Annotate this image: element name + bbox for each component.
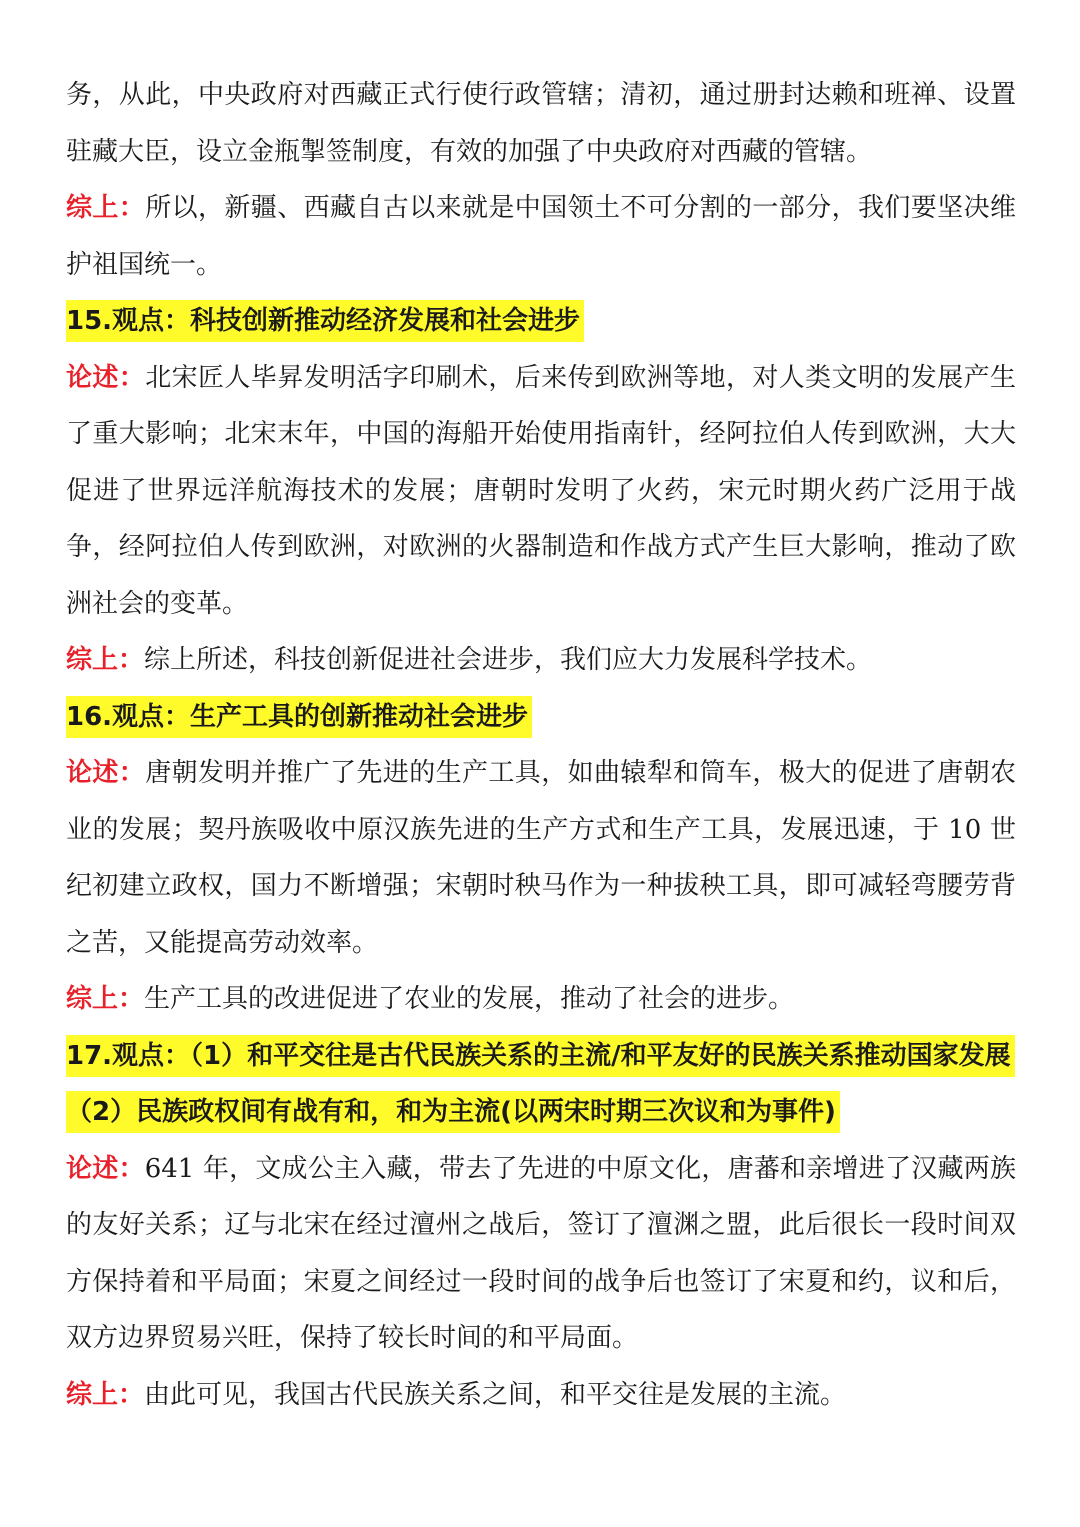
summary-text: 生产工具的改进促进了农业的发展，推动了社会的进步。 [144,984,795,1014]
section-16-heading [66,689,1016,746]
argument-label: 论述： [66,758,146,788]
argument-text: 北宋匠人毕昇发明活字印刷术，后来传到欧洲等地，对人类文明的发展产生了重大影响；北宋末年，中国的海船开始使用指南针，经阿拉伯人传到欧洲，大大促进了世界远洋航海技术的发展；唐朝时发明了火药，宋元时期火药广泛用于战争，经阿拉伯人传到欧洲，对欧洲的火器制造和作战方式产生巨大影响，推动了欧洲社会的变革。 [66,362,1016,619]
summary-text: 所以，新疆、西藏自古以来就是中国领土不可分割的一部分，我们要坚决维护祖国统一。 [66,193,1016,280]
section-17-summary [66,1367,1016,1424]
summary-label: 综上： [66,984,145,1014]
intro-summary-paragraph [66,180,1016,293]
section-17-heading-text: 17.观点：（1）和平交往是古代民族关系的主流/和平友好的民族关系推动国家发展 [66,1035,1015,1077]
summary-label: 综上： [66,645,145,675]
section-15-heading-text: 15.观点：科技创新推动经济发展和社会进步 [66,300,584,342]
section-16-heading-text: 16.观点：生产工具的创新推动社会进步 [66,696,532,738]
argument-text: 641 年，文成公主入藏，带去了先进的中原文化，唐蕃和亲增进了汉藏两族的友好关系；辽与北宋在经过澶州之战后，签订了澶渊之盟，此后很长一段时间双方保持着和平局面；宋夏之间经过一段时间的战争后也签订了宋夏和约，议和后，双方边界贸易兴旺，保持了较长时间的和平局面。 [66,1153,1016,1353]
argument-text: 唐朝发明并推广了先进的生产工具，如曲辕犁和筒车，极大的促进了唐朝农业的发展；契丹族吸收中原汉族先进的生产方式和生产工具，发展迅速，于 10 世纪初建立政权，国力不断增强；宋朝时秧马作为一种拔秧工具，即可减轻弯腰劳背之苦，又能提高劳动效率。 [66,758,1016,958]
intro-continuation-paragraph [66,67,1016,180]
summary-text: 综上所述，科技创新促进社会进步，我们应大力发展科学技术。 [144,645,873,675]
summary-text: 由此可见，我国古代民族关系之间，和平交往是发展的主流。 [144,1379,847,1410]
intro-continuation-text: 务，从此，中央政府对西藏正式行使行政管辖；清初，通过册封达赖和班禅、设置驻藏大臣，设立金瓶掣签制度，有效的加强了中央政府对西藏的管辖。 [66,80,1016,167]
section-17-argument [66,1141,1016,1367]
summary-label: 综上： [66,1379,145,1410]
section-17-subheading-text: （2）民族政权间有战有和，和为主流(以两宋时期三次议和为事件) [66,1091,840,1133]
section-16-argument [66,745,1016,971]
document-page [66,67,1016,1423]
section-16-summary [66,971,1016,1028]
section-17-subheading [66,1084,1016,1141]
section-15-heading [66,293,1016,350]
argument-label: 论述： [66,362,146,393]
argument-label: 论述： [66,1153,145,1184]
section-15-argument [66,350,1016,633]
section-17-heading [66,1028,1016,1085]
section-15-summary [66,632,1016,689]
summary-label: 综上： [66,193,146,223]
